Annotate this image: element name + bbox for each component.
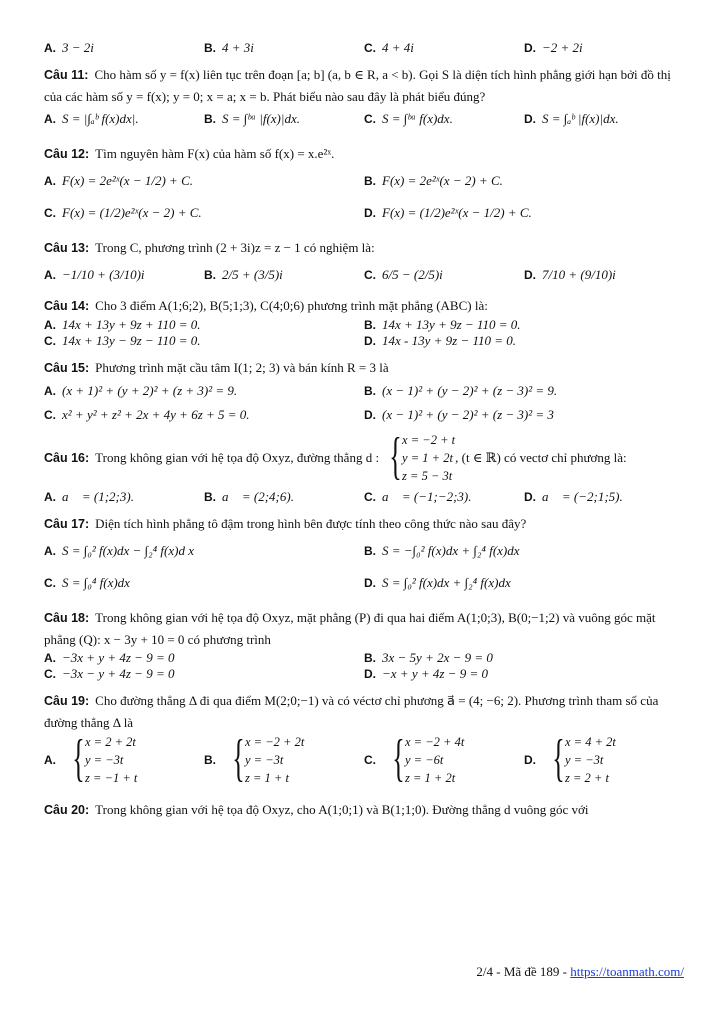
q14-options-row2 xyxy=(44,333,684,349)
q19-option-c[interactable]: C. { x = −2 + 4t y = −6t z = 1 + 2t xyxy=(364,730,465,787)
q17-option-b[interactable]: B. S = −∫₀² f(x)dx + ∫₂⁴ f(x)dx xyxy=(364,543,520,558)
q14-option-d[interactable]: D. 14x - 13y + 9z − 110 = 0. xyxy=(364,333,517,348)
q16-option-b[interactable]: B. a⃗ = (2;4;6). xyxy=(204,489,294,504)
q18-option-b[interactable]: B. 3x − 5y + 2x − 9 = 0 xyxy=(364,650,493,665)
q11-option-c[interactable]: C. S = ∫ᵇᵃ f(x)dx. xyxy=(364,111,453,126)
q10-option-a[interactable]: A. 3 − 2i xyxy=(44,40,94,55)
q12-option-b[interactable]: B. F(x) = 2e²ˣ(x − 2) + C. xyxy=(364,173,503,188)
q15-option-c[interactable]: C. x² + y² + z² + 2x + 4y + 6z + 5 = 0. xyxy=(44,407,250,422)
q18-options-row1 xyxy=(44,650,684,666)
q12-options-row2 xyxy=(44,205,684,221)
q16-question: Câu 16: Trong không gian với hệ tọa độ Oxyz, đường thẳng d : { x = −2 + t y = 1 + 2t z = 5 − 3t , (t ∈ ℝ) có vectơ chỉ phương là: xyxy=(44,428,627,485)
q15-option-d[interactable]: D. (x − 1)² + (y − 2)² + (z − 3)² = 3 xyxy=(364,407,554,422)
q10-option-d[interactable]: D. −2 + 2i xyxy=(524,40,583,55)
q15-options-row2 xyxy=(44,407,684,423)
q18-option-c[interactable]: C. −3x − y + 4z − 9 = 0 xyxy=(44,666,175,681)
q13-option-d[interactable]: D. 7/10 + (9/10)i xyxy=(524,267,616,282)
page-footer: 2/4 - Mã đề 189 - https://toanmath.com/ xyxy=(476,964,684,979)
q13-option-a[interactable]: A. −1/10 + (3/10)i xyxy=(44,267,145,282)
q20-question: Câu 20: Trong không gian với hệ tọa độ Oxyz, cho A(1;0;1) và B(1;1;0). Đường thẳng d vuông góc với xyxy=(44,802,589,817)
q14-option-b[interactable]: B. 14x + 13y + 9z − 110 = 0. xyxy=(364,317,521,332)
q15-option-b[interactable]: B. (x − 1)² + (y − 2)² + (z − 3)² = 9. xyxy=(364,383,558,398)
q19-question: Câu 19: Cho đường thẳng Δ đi qua điểm M(2;0;−1) và có véctơ chỉ phương a⃗ = (4; −6; 2). Phương trình tham số của đường thẳng Δ là xyxy=(44,693,659,730)
q10-option-c[interactable]: C. 4 + 4i xyxy=(364,40,414,55)
brace-icon: { xyxy=(552,730,565,787)
brace-icon: { xyxy=(392,730,405,787)
q14-question: Câu 14: Cho 3 điểm A(1;6;2), B(5;1;3), C(4;0;6) phương trình mặt phẳng (ABC) là: xyxy=(44,298,488,313)
q11-option-b[interactable]: B. S = ∫ᵇᵃ |f(x)|dx. xyxy=(204,111,300,126)
q17-option-a[interactable]: A. S = ∫₀² f(x)dx − ∫₂⁴ f(x)d x xyxy=(44,543,194,558)
q19-option-a[interactable]: A. { x = 2 + 2t y = −3t z = −1 + t xyxy=(44,730,138,787)
q16-option-c[interactable]: C. a⃗ = (−1;−2;3). xyxy=(364,489,472,504)
q19-option-b[interactable]: B. { x = −2 + 2t y = −3t z = 1 + t xyxy=(204,730,305,787)
q11-question: Câu 11: Cho hàm số y = f(x) liên tục trên đoạn [a; b] (a, b ∈ R, a < b). Gọi S là diện tích hình phẳng giới hạn bởi đồ thị của các hàm số y = f(x); y = 0; x = a; x = b. Phát biểu nào sau đây là phát biểu đúng? xyxy=(44,67,671,104)
q13-option-c[interactable]: C. 6/5 − (2/5)i xyxy=(364,267,443,282)
exam-page xyxy=(44,40,684,821)
q16-line-system: { x = −2 + t y = 1 + 2t z = 5 − 3t xyxy=(389,428,456,485)
q14-option-c[interactable]: C. 14x + 13y − 9z − 110 = 0. xyxy=(44,333,201,348)
q11-option-d[interactable]: D. S = ∫ₐᵇ |f(x)|dx. xyxy=(524,111,619,126)
q15-option-a[interactable]: A. (x + 1)² + (y + 2)² + (z + 3)² = 9. xyxy=(44,383,238,398)
q17-option-d[interactable]: D. S = ∫₀² f(x)dx + ∫₂⁴ f(x)dx xyxy=(364,575,511,590)
q17-options-row1 xyxy=(44,543,684,559)
q17-question: Câu 17: Diện tích hình phẳng tô đậm trong hình bên được tính theo công thức nào sau đây? xyxy=(44,516,527,531)
q18-option-d[interactable]: D. −x + y + 4z − 9 = 0 xyxy=(364,666,488,681)
q13-options xyxy=(44,267,684,283)
q18-options-row2 xyxy=(44,666,684,682)
q12-option-d[interactable]: D. F(x) = (1/2)e²ˣ(x − 1/2) + C. xyxy=(364,205,532,220)
q16-option-a[interactable]: A. a⃗ = (1;2;3). xyxy=(44,489,134,504)
q13-question: Câu 13: Trong C, phương trình (2 + 3i)z = z − 1 có nghiệm là: xyxy=(44,240,375,255)
q13-option-b[interactable]: B. 2/5 + (3/5)i xyxy=(204,267,283,282)
q12-options-row1 xyxy=(44,173,684,189)
brace-icon: { xyxy=(232,730,245,787)
q19-option-d[interactable]: D. { x = 4 + 2t y = −3t z = 2 + t xyxy=(524,730,616,787)
brace-icon: { xyxy=(72,730,85,787)
q12-option-c[interactable]: C. F(x) = (1/2)e²ˣ(x − 2) + C. xyxy=(44,205,202,220)
q19-options xyxy=(44,730,684,787)
q17-option-c[interactable]: C. S = ∫₀⁴ f(x)dx xyxy=(44,575,130,590)
brace-icon: { xyxy=(389,428,402,485)
q10-option-b[interactable]: B. 4 + 3i xyxy=(204,40,254,55)
q14-option-a[interactable]: A. 14x + 13y + 9z + 110 = 0. xyxy=(44,317,201,332)
q14-options-row1 xyxy=(44,317,684,333)
q12-option-a[interactable]: A. F(x) = 2e²ˣ(x − 1/2) + C. xyxy=(44,173,193,188)
q10-options xyxy=(44,40,684,56)
q16-options xyxy=(44,489,684,505)
q18-option-a[interactable]: A. −3x + y + 4z − 9 = 0 xyxy=(44,650,175,665)
footer-link[interactable]: https://toanmath.com/ xyxy=(570,964,684,979)
q15-question: Câu 15: Phương trình mặt cầu tâm I(1; 2; 3) và bán kính R = 3 là xyxy=(44,360,389,375)
q12-question: Câu 12: Tìm nguyên hàm F(x) của hàm số f(x) = x.e²ˣ. xyxy=(44,146,335,161)
q11-options xyxy=(44,111,684,127)
q18-question: Câu 18: Trong không gian với hệ tọa độ Oxyz, mặt phẳng (P) đi qua hai điểm A(1;0;3), B(0;−1;2) và vuông góc mặt phẳng (Q): x − 3y + 10 = 0 có phương trình xyxy=(44,610,656,647)
q15-options-row1 xyxy=(44,383,684,399)
q11-option-a[interactable]: A. S = |∫ₐᵇ f(x)dx|. xyxy=(44,111,139,126)
q17-options-row2 xyxy=(44,575,684,591)
q16-option-d[interactable]: D. a⃗ = (−2;1;5). xyxy=(524,489,623,504)
